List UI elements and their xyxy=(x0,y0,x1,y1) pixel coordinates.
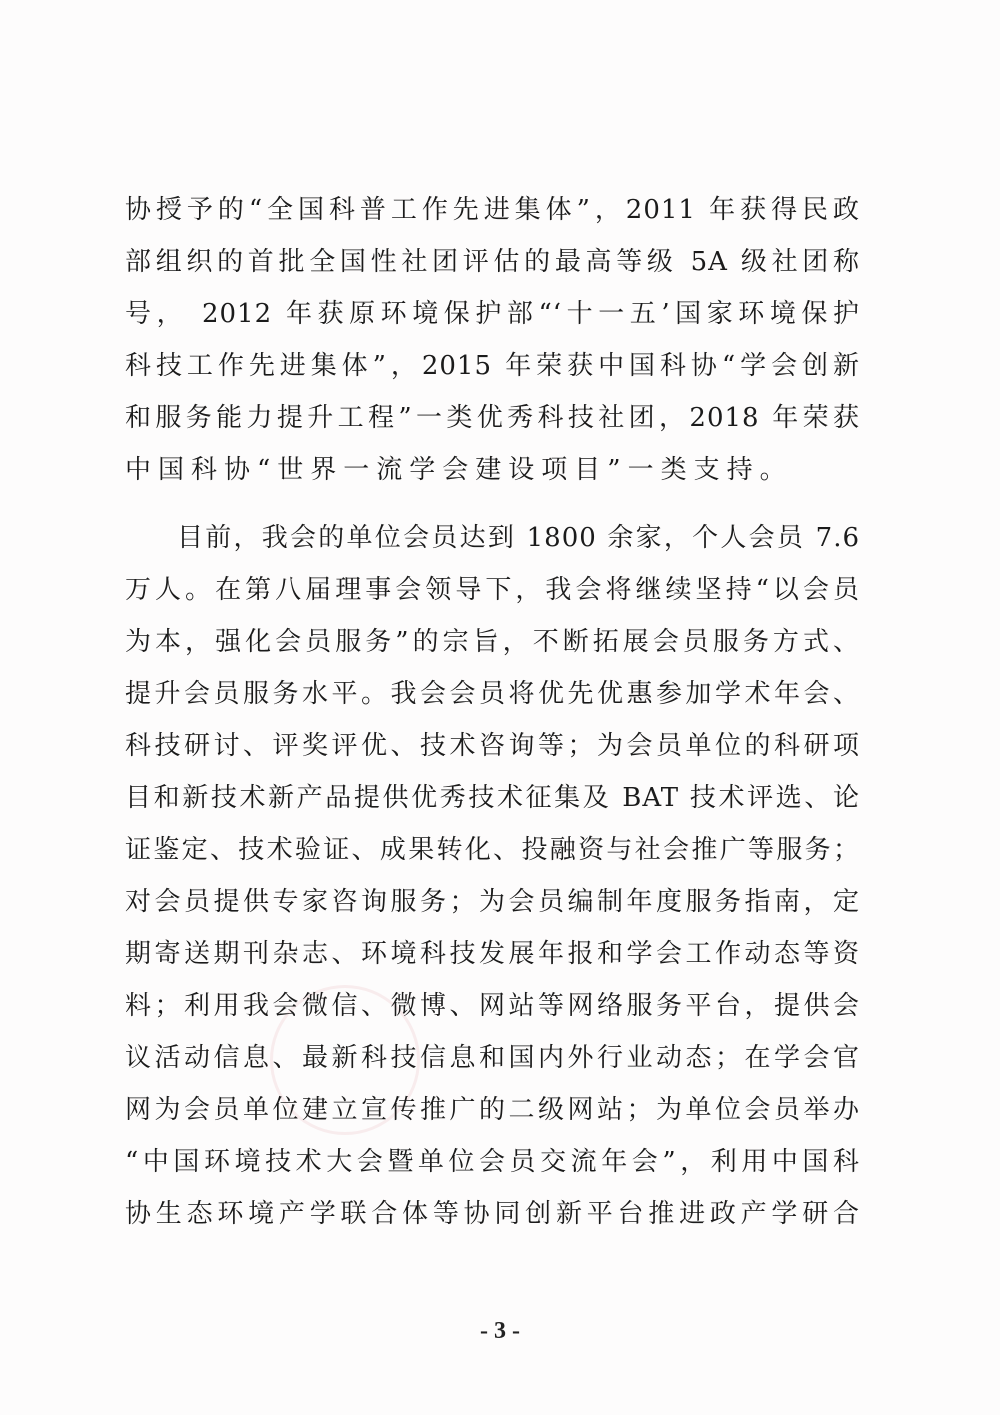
text-line: 科技研讨、评奖评优、技术咨询等；为会员单位的科研项 xyxy=(125,731,860,761)
text-line: 和服务能力提升工程”一类优秀科技社团，2018 年荣获 xyxy=(125,403,860,433)
text-line: 中国科协“世界一流学会建设项目”一类支持。 xyxy=(125,455,793,485)
paragraph-1 xyxy=(125,184,860,496)
text-line: 证鉴定、技术验证、成果转化、投融资与社会推广等服务； xyxy=(125,835,860,865)
text-line: 料；利用我会微信、微博、网站等网络服务平台，提供会 xyxy=(125,991,860,1021)
text-line: 对会员提供专家咨询服务；为会员编制年度服务指南，定 xyxy=(125,887,860,917)
text-line: 号， 2012 年获原环境保护部“‘十一五’国家环境保护 xyxy=(125,299,860,329)
text-line: 为本，强化会员服务”的宗旨，不断拓展会员服务方式、 xyxy=(125,627,860,657)
text-line: 议活动信息、最新科技信息和国内外行业动态；在学会官 xyxy=(125,1043,860,1073)
paragraph-2 xyxy=(125,512,860,1240)
text-line: 协授予的“全国科普工作先进集体”，2011 年获得民政 xyxy=(125,195,860,225)
text-line: 部组织的首批全国性社团评估的最高等级 5A 级社团称 xyxy=(125,247,860,277)
text-line: 目前，我会的单位会员达到 1800 余家，个人会员 7.6 xyxy=(177,523,860,553)
page-number: - 3 - xyxy=(480,1318,520,1344)
text-line: 网为会员单位建立宣传推广的二级网站；为单位会员举办 xyxy=(125,1095,860,1125)
text-line: “中国环境技术大会暨单位会员交流年会”，利用中国科 xyxy=(125,1147,860,1177)
text-line: 万人。在第八届理事会领导下，我会将继续坚持“以会员 xyxy=(125,575,860,605)
text-line: 提升会员服务水平。我会会员将优先优惠参加学术年会、 xyxy=(125,679,860,709)
text-line: 协生态环境产学联合体等协同创新平台推进政产学研合 xyxy=(125,1199,860,1229)
text-line: 科技工作先进集体”，2015 年荣获中国科协“学会创新 xyxy=(125,351,860,381)
text-line: 目和新技术新产品提供优秀技术征集及 BAT 技术评选、论 xyxy=(125,783,860,813)
text-line: 期寄送期刊杂志、环境科技发展年报和学会工作动态等资 xyxy=(125,939,860,969)
